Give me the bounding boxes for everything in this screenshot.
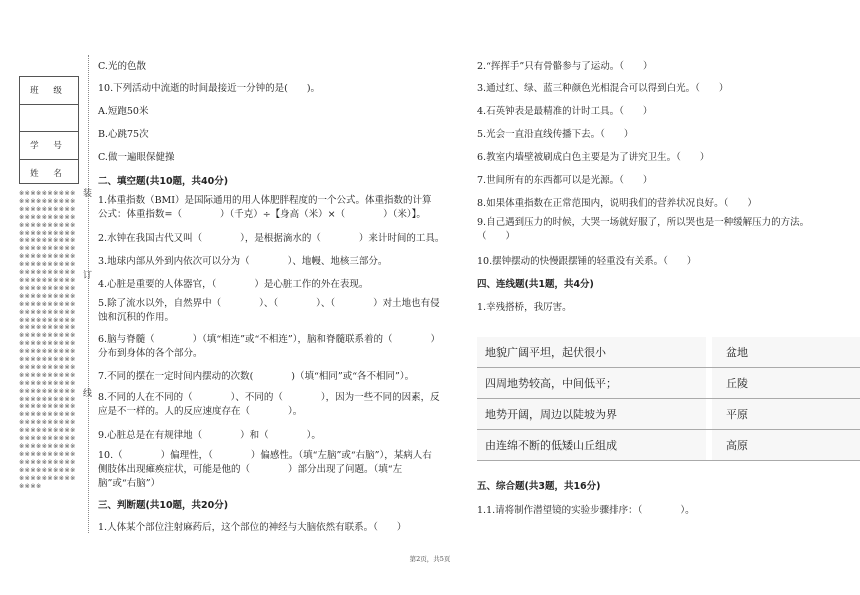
fill-q10: 10.（ ）偏理性，（ ）偏感性。（填“左脑”或“右脑”），某病人右侧肢体出现瘫痪症状，可能是他的（ ）部分出现了问题。（填“左脑”或“右脑”） bbox=[98, 450, 432, 489]
matching-row bbox=[477, 430, 860, 461]
judge-q2: 2.“挥挥手”只有骨骼参与了运动。（ ） bbox=[477, 61, 653, 72]
student-id-field: 学 号 bbox=[20, 132, 78, 160]
judge-q5: 5.光会一直沿直线传播下去。（ ） bbox=[477, 129, 634, 140]
binding-char-2: 订 bbox=[83, 271, 93, 281]
option-c-light: C.光的色散 bbox=[98, 61, 146, 72]
judge-q4: 4.石英钟表是最精准的计时工具。（ ） bbox=[477, 106, 653, 117]
fill-q8: 8.不同的人在不同的（ ）、不同的（ ），因为一些不同的因素，反应是不一样的。人的反应速度存在（ ）。 bbox=[98, 392, 440, 417]
fill-q3: 3.地球内部从外到内依次可以分为（ ）、地幔、地核三部分。 bbox=[98, 256, 388, 267]
matching-landform: 高原 bbox=[712, 430, 860, 461]
judge-q6: 6.教室内墙壁被刷成白色主要是为了讲究卫生。（ ） bbox=[477, 152, 710, 163]
page-number: 第2页，共5页 bbox=[409, 555, 451, 563]
q10-option-c: C.做一遍眼保健操 bbox=[98, 152, 175, 163]
section-4-heading: 四、连线题(共1题，共4分) bbox=[477, 279, 594, 290]
class-field: 班 级 bbox=[20, 77, 78, 105]
name-field: 姓 名 bbox=[30, 168, 68, 179]
matching-row bbox=[477, 337, 860, 368]
judge-q8: 8.如果体重指数在正常范围内，说明我们的营养状况良好。（ ） bbox=[477, 198, 757, 209]
binding-char-3: 线 bbox=[83, 389, 93, 399]
matching-row bbox=[477, 368, 860, 399]
binding-char-1: 装 bbox=[83, 189, 93, 199]
judge-q3: 3.通过红、绿、蓝三种颜色光相混合可以得到白光。（ ） bbox=[477, 83, 729, 94]
matching-landform: 平原 bbox=[712, 399, 860, 430]
matching-description: 四周地势较高，中间低平； bbox=[477, 368, 706, 399]
section-5-heading: 五、综合题(共3题，共16分) bbox=[477, 481, 601, 492]
fill-q6: 6.脑与脊髓（ ）（填“相连”或“不相连”），脑和脊髓联系着的（ ）分布到身体的各个部分。 bbox=[98, 334, 440, 359]
fill-q9: 9.心脏总是在有规律地（ ）和（ ）。 bbox=[98, 430, 321, 441]
section-2-heading: 二、填空题(共10题，共40分) bbox=[98, 176, 229, 187]
matching-landform: 丘陵 bbox=[712, 368, 860, 399]
judge-q9: 9.自己遇到压力的时候，大哭一场就好服了，所以哭也是一种缓解压力的方法。（ ） bbox=[477, 217, 810, 242]
matching-description: 地势开阔，周边以陡坡为界 bbox=[477, 399, 706, 430]
star-border: ※※※※※※※※※※※※※※※※※※※※※※※※※※※※※※※※※※※※※※※※※※※※※※※※※※※※※※※※※※※※※※※※※※※※※※※※※※※※※※※※※※※※※※※※※※※※※※※※※※※※※※※※※※※※※※※※※※※※※※※※※※※※※※※※※※※※※※※※※※※※※※※※※※※※※※※※※※※※※※※※※※※※※※※※※※※※※※※※※※※※※※※※※※※※※※※※※※※※※※※※※※※※※※※※※※※※※※※※※※※※※※※※※※※※※※※※※※※※※※※※※※※※※※※※※※※※※※※※※※※※※※※※※※※※※※※※※※※※※※※※※※※※※※※※※※※※※※※※※※※※※※※※※※※※※※※※※※※※※※※※※※※※※※※※※※※※※※※※※※※※※※※※※※※※※※※※※※※※※※※※※※※※※※※※※※※※※※ bbox=[19, 190, 76, 490]
matching-row bbox=[477, 399, 860, 430]
q10-option-b: B.心跳75次 bbox=[98, 129, 149, 140]
fill-q5: 5.除了流水以外，自然界中（ ）、（ ）、（ ）对土地也有侵蚀和沉积的作用。 bbox=[98, 298, 440, 323]
fill-q4: 4.心脏是重要的人体器官，（ ）是心脏工作的外在表现。 bbox=[98, 279, 369, 290]
q10-option-a: A.短跑50米 bbox=[98, 106, 149, 117]
question-10: 10.下列活动中流逝的时间最接近一分钟的是( )。 bbox=[98, 83, 321, 94]
judge-q1: 1.人体某个部位注射麻药后，这个部位的神经与大脑依然有联系。（ ） bbox=[98, 522, 407, 533]
judge-q7: 7.世间所有的东西都可以是光源。（ ） bbox=[477, 175, 653, 186]
composite-q1: 1.1.请将制作潜望镜的实验步骤排序：（ ）。 bbox=[477, 505, 695, 516]
fill-q7: 7.不同的摆在一定时间内摆动的次数( )（填“相同”或“各不相同”）。 bbox=[98, 371, 415, 382]
matching-landform: 盆地 bbox=[712, 337, 860, 368]
matching-table bbox=[477, 337, 860, 461]
binding-line bbox=[88, 55, 89, 533]
matching-description: 由连绵不断的低矮山丘组成 bbox=[477, 430, 706, 461]
matching-description: 地貌广阔平坦，起伏很小 bbox=[477, 337, 706, 368]
fill-q2: 2.水钟在我国古代又叫（ ），是根据滴水的（ ）来计时间的工具。 bbox=[98, 233, 445, 244]
section-3-heading: 三、判断题(共10题，共20分) bbox=[98, 500, 229, 511]
matching-intro: 1.幸残搭桥，我厉害。 bbox=[477, 302, 572, 313]
judge-q10: 10.摆钟摆动的快慢跟摆锤的轻重没有关系。（ ） bbox=[477, 256, 697, 267]
class-field-blank bbox=[20, 105, 78, 133]
student-info-box bbox=[19, 76, 79, 184]
fill-q1: 1.体重指数（BMI）是国际通用的用人体肥胖程度的一个公式。体重指数的计算公式：体重指数=（ ）（千克）÷【身高（米）×（ ）（米）】。 bbox=[98, 195, 432, 220]
